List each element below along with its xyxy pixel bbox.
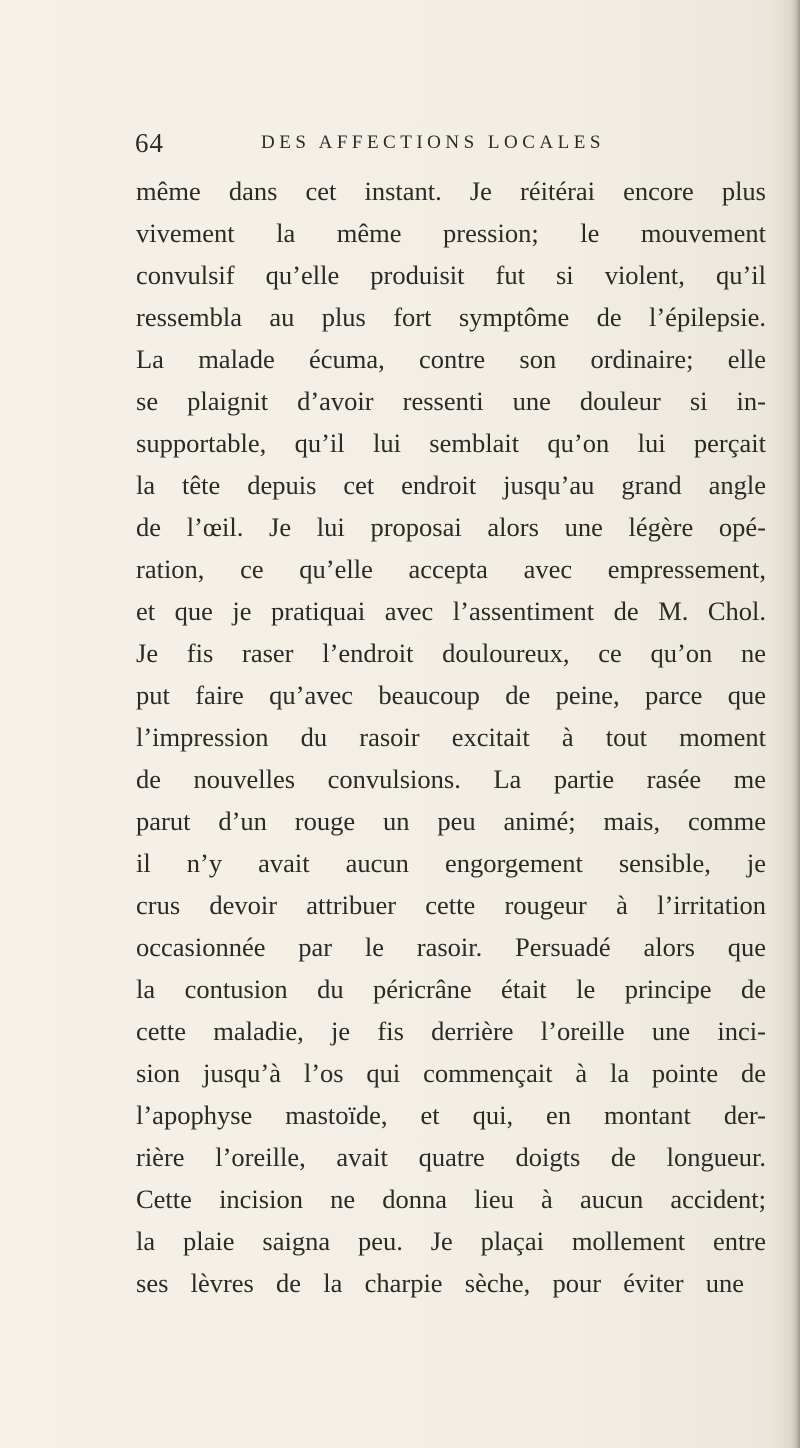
text-line: l’apophyse mastoïde, et qui, en montant der- [136,1100,766,1130]
text-line: parut d’un rouge un peu animé; mais, comme [136,806,766,836]
text-line: cette maladie, je fis derrière l’oreille une inci- [136,1016,766,1046]
text-line: de nouvelles convulsions. La partie rasée me [136,764,766,794]
text-line: la plaie saigna peu. Je plaçai mollement entre [136,1226,766,1256]
page-edge-shadow [790,0,800,1448]
text-line: la tête depuis cet endroit jusqu’au grand angle [136,470,766,500]
text-line: vivement la même pression; le mouvement [136,218,766,248]
text-line: crus devoir attribuer cette rougeur à l’irritation [136,890,766,920]
text-line: l’impression du rasoir excitait à tout moment [136,722,766,752]
text-line: convulsif qu’elle produisit fut si violent, qu’il [136,260,766,290]
text-line: se plaignit d’avoir ressenti une douleur si in- [136,386,766,416]
page-header [135,128,655,158]
text-line: il n’y avait aucun engorgement sensible, je [136,848,766,878]
text-line: même dans cet instant. Je réitérai encore plus [136,176,766,206]
page-number: 64 [135,128,164,158]
running-head: DES AFFECTIONS LOCALES [261,132,605,153]
text-line: Cette incision ne donna lieu à aucun accident; [136,1184,766,1214]
text-line: Je fis raser l’endroit douloureux, ce qu’on ne [136,638,766,668]
text-line: occasionnée par le rasoir. Persuadé alors que [136,932,766,962]
text-line: ses lèvres de la charpie sèche, pour éviter une [136,1268,744,1298]
text-line: La malade écuma, contre son ordinaire; elle [136,344,766,374]
text-line: put faire qu’avec beaucoup de peine, parce que [136,680,766,710]
text-line: supportable, qu’il lui semblait qu’on lui perçait [136,428,766,458]
text-line: rière l’oreille, avait quatre doigts de longueur. [136,1142,766,1172]
text-line: de l’œil. Je lui proposai alors une légère opé- [136,512,766,542]
text-line: la contusion du péricrâne était le principe de [136,974,766,1004]
text-line: ressembla au plus fort symptôme de l’épilepsie. [136,302,766,332]
text-line: sion jusqu’à l’os qui commençait à la pointe de [136,1058,766,1088]
text-line: et que je pratiquai avec l’assentiment de M. Chol. [136,596,766,626]
text-line: ration, ce qu’elle accepta avec empressement, [136,554,766,584]
body-text [136,170,766,1304]
